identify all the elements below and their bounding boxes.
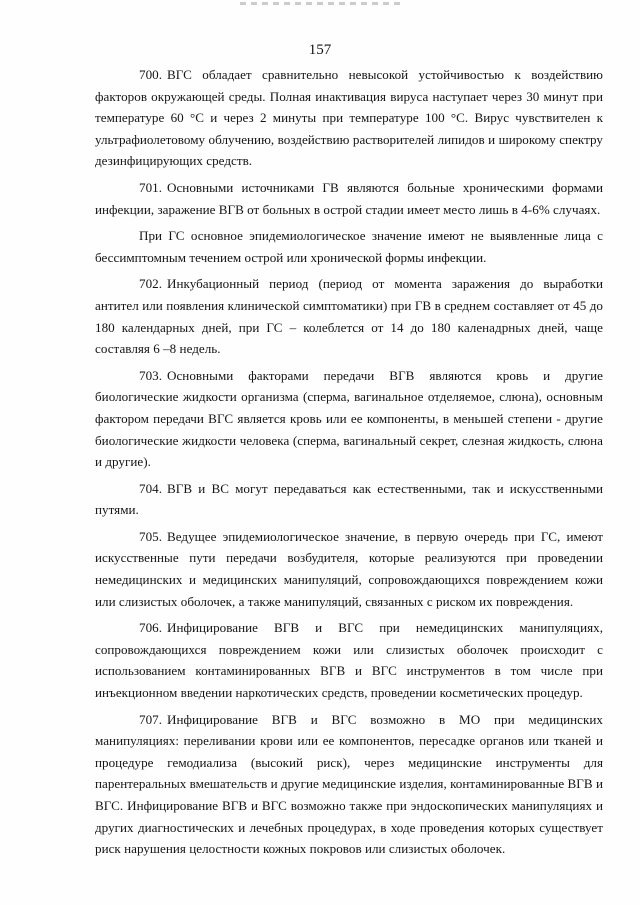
paragraph-text: Инфицирование ВГВ и ВГС возможно в МО при медицинских манипуляциях: переливании крови или ее компонентов, пересадке органов или тканей и процедуре гемодиализа (высокий риск), через медицинские инструменты для парентеральных вмешательств и другие медицинские изделия, контаминированные ВГВ и ВГС. Инфицирование ВГВ и ВГС возможно также при эндоскопических манипуляциях и других диагностических и лечебных процедурах, в ходе проведения которых существует риск нарушения целостности кожных покровов или слизистых оболочек. xyxy=(95,711,603,857)
paragraph-number: 704. xyxy=(139,480,162,496)
paragraph-704 xyxy=(95,478,603,521)
paragraph-text: При ГС основное эпидемиологическое значение имеют не выявленные лица с бессимптомным течением острой или хронической формы инфекции. xyxy=(95,228,603,265)
paragraph-number: 705. xyxy=(139,528,162,544)
paragraph-text: Инфицирование ВГВ и ВГС при немедицинских манипуляциях, сопровождающихся повреждением кожи или слизистых оболочек происходит с использованием контаминированных ВГВ и ВГС инструментов в том числе при инъекционном введении наркотических средств, проведении косметических процедур. xyxy=(95,620,603,701)
paragraph-number: 703. xyxy=(139,367,162,383)
paragraph-text: ВГС обладает сравнительно невысокой устойчивостью к воздействию факторов окружающей среды. Полная инактивация вируса наступает через 30 минут при температуре 60 °С и через 2 минуты при температуре 100 °С. Вирус чувствителен к ультрафиолетовому облучению, воздействию растворителей липидов и широкому спектру дезинфицирующих средств. xyxy=(95,67,603,169)
scan-artifact xyxy=(240,2,400,5)
paragraph-number: 706. xyxy=(139,620,162,636)
paragraph-700 xyxy=(95,64,603,172)
paragraph-701-continued xyxy=(95,225,603,268)
paragraph-text: Ведущее эпидемиологическое значение, в первую очередь при ГС, имеют искусственные пути передачи возбудителя, которые реализуются при проведении немедицинских и медицинских манипуляций, сопровождающихся повреждением кожи или слизистых оболочек, а также манипуляций, связанных с риском их повреждения. xyxy=(95,528,603,609)
paragraph-number: 707. xyxy=(139,711,162,727)
paragraph-705 xyxy=(95,526,603,612)
paragraph-text: Основными факторами передачи ВГВ являются кровь и другие биологические жидкости организма (сперма, вагинальное отделяемое, слюна), основным фактором передачи ВГС является кровь или ее компоненты, в меньшей степени - другие биологические жидкости человека (сперма, вагинальный секрет, слезная жидкость, слюна и другие). xyxy=(95,367,603,470)
paragraph-number: 701. xyxy=(139,179,162,195)
paragraph-707 xyxy=(95,709,603,860)
document-body xyxy=(95,64,603,865)
paragraph-702 xyxy=(95,273,603,359)
page-number: 157 xyxy=(308,42,332,58)
paragraph-706 xyxy=(95,617,603,703)
paragraph-number: 700. xyxy=(139,67,162,82)
paragraph-701 xyxy=(95,177,603,220)
paragraph-703 xyxy=(95,365,603,473)
paragraph-text: Основными источниками ГВ являются больные хроническими формами инфекции, заражение ВГВ от больных в острой стадии имеет место лишь в 4-6% случаях. xyxy=(95,179,603,217)
paragraph-text: Инкубационный период (период от момента заражения до выработки антител или появления клинической симптоматики) при ГВ в среднем составляет от 45 до 180 календарных дней, при ГС – колеблется от 14 до 180 каленадрных дней, чаще составляя 6 –8 недель. xyxy=(95,276,603,357)
paragraph-number: 702. xyxy=(139,276,162,292)
paragraph-text: ВГВ и ВС могут передаваться как естественными, так и искусственными путями. xyxy=(95,480,603,518)
